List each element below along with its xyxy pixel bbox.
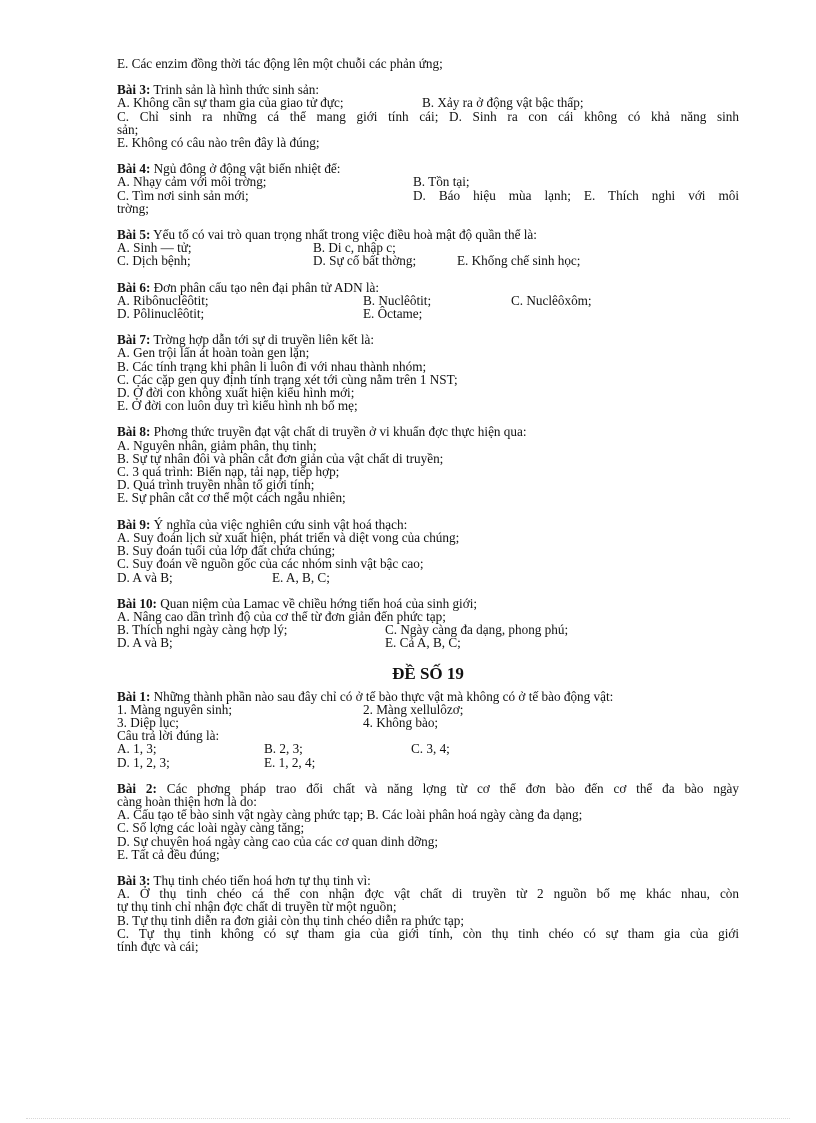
answer-option-b: B. Sự tự nhân đôi và phân cắt đơn giản của vật chất di truyền; — [117, 450, 444, 466]
answer-option-d: D. Ở đời con không xuất hiện kiểu hình mới; — [117, 385, 355, 401]
question-stem: Bài 5: Yếu tố có vai trò quan trọng nhất trong việc điều hoà mật độ quần thể là: — [117, 227, 537, 243]
question-block-8 — [117, 425, 739, 504]
answer-row — [117, 294, 739, 307]
answer-option-b: B. 2, 3; — [264, 741, 303, 757]
answer-option-a: A. Ở thụ tinh chéo cá thể con nhận đợc vật chất di truyền từ 2 nguồn bố mẹ khác nhau, còn — [117, 886, 739, 902]
answer-option-c: C. Tự thụ tinh không có sự tham gia của giới tính, còn thụ tinh chéo có sự tham gia của giới — [117, 925, 739, 941]
question-stem: Bài 3: Thụ tinh chéo tiến hoá hơn tự thụ tinh vì: — [117, 872, 371, 888]
answer-row — [117, 189, 739, 202]
answer-option-a: A. Suy đoán lịch sử xuất hiện, phát triển và diệt vong của chúng; — [117, 529, 460, 545]
answer-option-b: B. Tồn tại; — [413, 174, 470, 190]
question-block-19-2 — [117, 782, 739, 861]
answer-options-d-e: D. Báo hiệu mùa lạnh; E. Thích nghi với môi — [413, 187, 739, 203]
question-block-19-1 — [117, 690, 739, 769]
question-stem: Bài 7: Trờng hợp dẫn tới sự di truyền liên kết là: — [117, 332, 375, 348]
answer-option-a: A. Ribônuclêôtit; — [117, 292, 209, 308]
answer-option-e: E. Ở đời con luôn duy trì kiểu hình nh bố mẹ; — [117, 398, 358, 414]
answer-option-e: E. 1, 2, 4; — [264, 754, 316, 770]
answer-option-e: E. Khống chế sinh học; — [457, 253, 581, 269]
question-stem: Bài 10: Quan niệm của Lamac về chiều hớng tiến hoá của sinh giới; — [117, 595, 478, 611]
question-stem: Bài 9: Ý nghĩa của việc nghiên cứu sinh vật hoá thạch: — [117, 516, 408, 532]
question-label: Bài 2: — [117, 780, 157, 796]
answer-option-c: C. Tìm nơi sinh sản mới; — [117, 187, 249, 203]
list-option-4: 4. Không bào; — [363, 714, 439, 730]
question-label: Bài 3: — [117, 82, 151, 98]
question-label: Bài 10: — [117, 595, 157, 611]
answer-option-a-continued: tự thụ tinh chỉ nhận đợc chất di truyền từ một nguồn; — [117, 899, 397, 915]
section-title: ĐỀ SỐ 19 — [392, 663, 464, 683]
answer-option-c: C. 3 quá trình: Biến nạp, tải nạp, tiếp hợp; — [117, 464, 340, 480]
answer-option-c: C. Dịch bệnh; — [117, 253, 191, 269]
answer-option-d: D. A và B; — [117, 569, 173, 585]
question-stem: Bài 4: Ngủ đông ở động vật biến nhiệt để: — [117, 161, 341, 177]
list-option-1: 1. Màng nguyên sinh; — [117, 701, 233, 717]
answer-option-e: E. Sự phân cắt cơ thể một cách ngẫu nhiên; — [117, 490, 346, 506]
answer-option-b: B. Di c, nhập c; — [313, 240, 396, 256]
answer-option-d: D. Sự cố bất thờng; — [313, 253, 417, 269]
answer-option-e: E. Ôctame; — [363, 306, 423, 322]
answer-option-c: C. Ngày càng đa dạng, phong phú; — [385, 622, 569, 638]
question-label: Bài 9: — [117, 516, 151, 532]
question-label: Bài 3: — [117, 872, 151, 888]
answer-option-b: B. Nuclêôtit; — [363, 292, 432, 308]
answer-row — [117, 241, 739, 254]
answer-option-e: E. A, B, C; — [272, 569, 330, 585]
answer-option-b: B. Suy đoán tuổi của lớp đất chứa chúng; — [117, 543, 336, 559]
answer-option-e: E. Tất cả đều đúng; — [117, 846, 220, 862]
list-option-2: 2. Màng xellulôzơ; — [363, 701, 464, 717]
answer-option-a: A. Nâng cao dần trình độ của cơ thể từ đơn giản đến phức tạp; — [117, 608, 446, 624]
answer-option-d: D. Pôlinuclêôtit; — [117, 306, 205, 322]
answer-option-d-continued: sản; — [117, 121, 139, 137]
answer-option-c: C. Nuclêôxôm; — [511, 292, 592, 308]
answer-option-d: D. A và B; — [117, 635, 173, 651]
answer-option-e: E. Các enzim đồng thời tác động lên một chuỗi các phản ứng; — [117, 56, 443, 71]
answer-option-c: C. Suy đoán về nguồn gốc của các nhóm sinh vật bậc cao; — [117, 556, 424, 572]
list-option-3: 3. Diệp lục; — [117, 714, 179, 730]
question-block-7 — [117, 333, 739, 412]
answer-options-a-b: A. Cấu tạo tế bào sinh vật ngày càng phức tạp; B. Các loài phân hoá ngày càng đa dạng; — [117, 807, 583, 823]
answer-row — [117, 571, 739, 584]
answer-option-e: E. Cả A, B, C; — [385, 635, 461, 651]
answer-option-b: B. Các tính trạng khi phân li luôn đi với nhau thành nhóm; — [117, 358, 427, 374]
answer-option-b: B. Xảy ra ở động vật bậc thấp; — [422, 95, 584, 111]
answer-option-d: D. Quá trình truyền nhân tố giới tính; — [117, 477, 315, 493]
answer-row — [117, 254, 739, 267]
question-block-3 — [117, 83, 739, 149]
question-block-10 — [117, 597, 739, 650]
question-stem: Bài 1: Những thành phần nào sau đây chỉ có ở tế bào thực vật mà không có ở tế bào động vật: — [117, 688, 614, 704]
answer-option-e-continued: trờng; — [117, 200, 149, 216]
page-bottom-rule — [26, 1118, 790, 1119]
question-stem: Bài 3: Trinh sản là hình thức sinh sản: — [117, 82, 320, 98]
question-block-6 — [117, 281, 739, 321]
document-page — [117, 57, 739, 953]
answer-option-c: C. Số lợng các loài ngày càng tăng; — [117, 820, 305, 836]
question-label: Bài 8: — [117, 424, 151, 440]
answer-prompt: Câu trả lời đúng là: — [117, 728, 220, 744]
answer-option-a: A. 1, 3; — [117, 741, 157, 757]
answer-options-c-d: C. Chỉ sinh ra những cá thể mang giới tính cái; D. Sinh ra con cái không có khả năng sinh — [117, 108, 739, 124]
question-label: Bài 7: — [117, 332, 151, 348]
answer-row — [117, 307, 739, 320]
answer-option-a: A. Nhạy cảm với môi trờng; — [117, 174, 267, 190]
question-block-prev-tail — [117, 57, 739, 70]
answer-row — [117, 96, 739, 109]
question-label: Bài 6: — [117, 279, 151, 295]
answer-option-c-continued: tính đực và cái; — [117, 938, 199, 954]
answer-row — [117, 742, 739, 755]
question-block-19-3 — [117, 874, 739, 953]
answer-option-e: E. Không có câu nào trên đây là đúng; — [117, 135, 320, 151]
option-row — [117, 703, 739, 716]
question-stem: Bài 6: Đơn phân cấu tạo nên đại phân tử ADN là: — [117, 279, 380, 295]
answer-row — [117, 756, 739, 769]
question-stem-continued: càng hoàn thiện hơn là do: — [117, 793, 257, 809]
answer-row — [117, 636, 739, 649]
question-stem: Bài 2: Các phơng pháp trao đổi chất và năng lợng từ cơ thể đơn bào đến cơ thể đa bào ngày — [117, 780, 739, 796]
answer-option-c: C. Các cặp gen quy định tính trạng xét tới cùng nằm trên 1 NST; — [117, 371, 458, 387]
answer-row — [117, 175, 739, 188]
question-label: Bài 5: — [117, 227, 151, 243]
question-block-5 — [117, 228, 739, 268]
answer-option-a: A. Sinh — tử; — [117, 240, 192, 256]
answer-option-a: A. Nguyên nhân, giảm phân, thụ tinh; — [117, 437, 317, 453]
question-label: Bài 4: — [117, 161, 151, 177]
question-label: Bài 1: — [117, 688, 151, 704]
answer-option-d: D. Sự chuyên hoá ngày càng cao của các cơ quan dinh dỡng; — [117, 833, 439, 849]
answer-option-b: B. Thích nghi ngày càng hợp lý; — [117, 622, 288, 638]
answer-option-c: C. 3, 4; — [411, 741, 450, 757]
question-block-9 — [117, 518, 739, 584]
answer-option-d: D. 1, 2, 3; — [117, 754, 170, 770]
question-stem: Bài 8: Phơng thức truyền đạt vật chất di truyền ở vi khuẩn đợc thực hiện qua: — [117, 424, 527, 440]
answer-option-a: A. Không cần sự tham gia của giao tử đực; — [117, 95, 344, 111]
question-block-4 — [117, 162, 739, 215]
answer-option-a: A. Gen trội lấn át hoàn toàn gen lặn; — [117, 345, 310, 361]
answer-option-b: B. Tự thụ tinh diễn ra đơn giải còn thụ tinh chéo diễn ra phức tạp; — [117, 912, 464, 928]
